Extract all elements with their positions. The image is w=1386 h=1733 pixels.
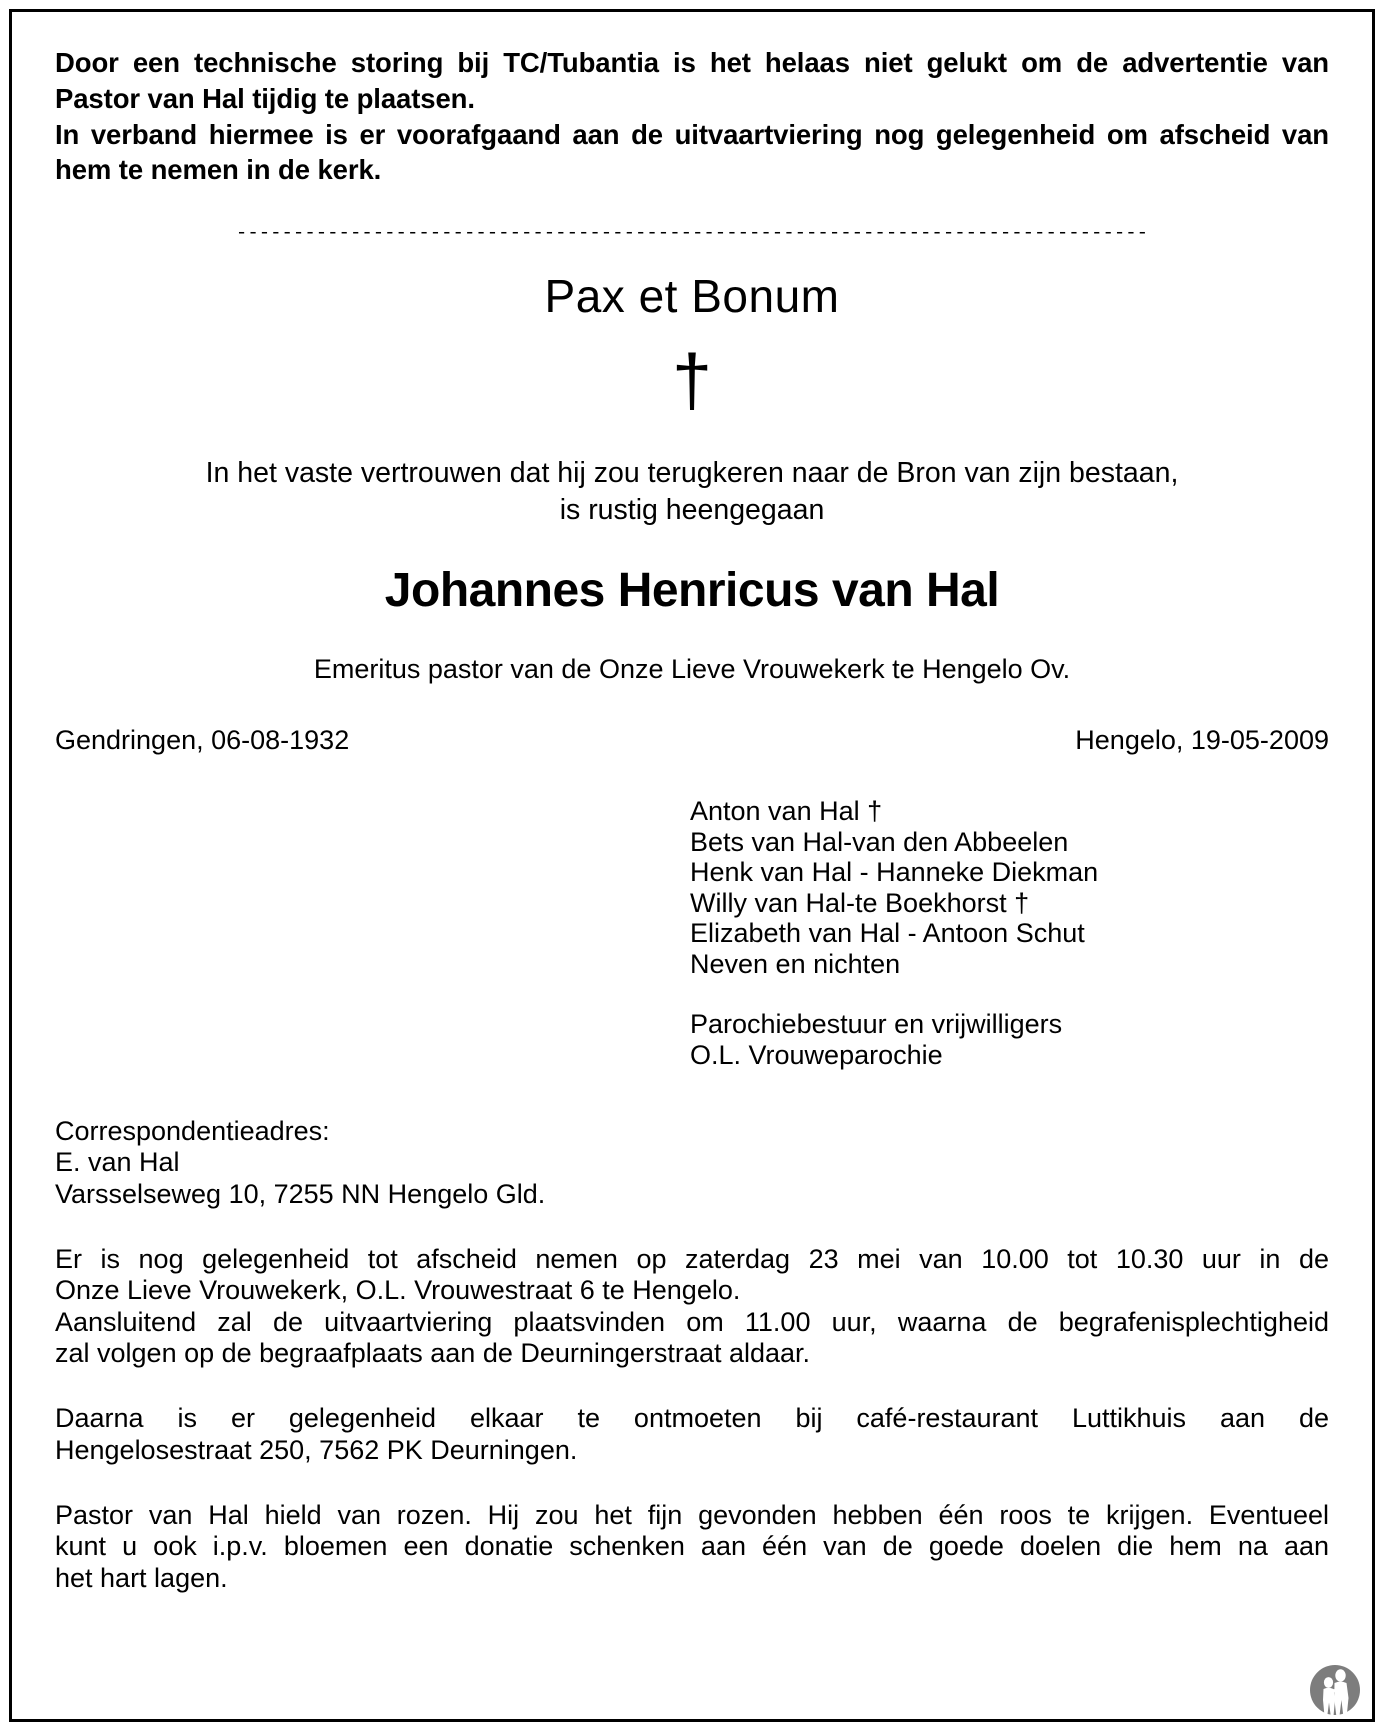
family-member: Anton van Hal †	[690, 796, 883, 827]
deceased-name: Johannes Henricus van Hal	[384, 564, 1000, 618]
correspondence-block	[55, 1070, 1329, 1210]
birth-info: Gendringen, 06-08-1932	[55, 725, 350, 756]
notice-line-4: hem te nemen in de kerk.	[55, 154, 382, 186]
service-line-4: zal volgen op de begraafplaats aan de Deurningerstraat aldaar.	[55, 1337, 811, 1368]
service-paragraph	[55, 1210, 1329, 1369]
intro-line-1: In het vaste vertrouwen dat hij zou terugkeren naar de Bron van zijn bestaan,	[205, 457, 1179, 489]
roses-line-3: het hart lagen.	[55, 1562, 228, 1593]
parish-line: O.L. Vrouweparochie	[690, 1039, 943, 1070]
parish-group	[690, 1009, 1329, 1070]
family-member: Henk van Hal - Hanneke Diekman	[690, 857, 1099, 888]
death-info: Hengelo, 19-05-2009	[1075, 725, 1329, 756]
notice-line-2: Pastor van Hal tijdig te plaatsen.	[55, 82, 475, 114]
service-line-3: Aansluitend zal de uitvaartviering plaatsvinden om 11.00 uur, waarna de begrafenisplechtigheid	[55, 1306, 1329, 1337]
family-member: Elizabeth van Hal - Antoon Schut	[690, 918, 1085, 949]
memorial-figures-icon	[1307, 1662, 1363, 1718]
family-member: Bets van Hal-van den Abbeelen	[690, 826, 1069, 857]
birth-death-row	[55, 685, 1329, 756]
cross-icon: †	[671, 341, 713, 421]
roses-line-2: kunt u ook i.p.v. bloemen een donatie schenken aan één van de goede doelen die hem na aan	[55, 1531, 1329, 1562]
technical-notice	[55, 12, 1329, 188]
dashed-rule: --------------------------------------------------------------------------------	[235, 222, 1149, 244]
gathering-line-1: Daarna is er gelegenheid elkaar te ontmoeten bij café-restaurant Luttikhuis aan de	[55, 1403, 1329, 1434]
motto: Pax et Bonum	[544, 270, 840, 322]
correspondence-name: E. van Hal	[55, 1147, 180, 1178]
memorial-card	[9, 9, 1375, 1722]
gathering-line-2: Hengelosestraat 250, 7562 PK Deurningen.	[55, 1434, 578, 1465]
parish-line: Parochiebestuur en vrijwilligers	[690, 1009, 1063, 1040]
intro-line-2: is rustig heengegaan	[559, 494, 825, 527]
roses-line-1: Pastor van Hal hield van rozen. Hij zou het fijn gevonden hebben één roos te krijgen. Eventueel	[55, 1499, 1329, 1530]
gathering-paragraph	[55, 1369, 1329, 1466]
intro-text	[55, 417, 1329, 529]
service-line-2: Onze Lieve Vrouwekerk, O.L. Vrouwestraat 6 te Hengelo.	[55, 1275, 741, 1306]
family-member: Willy van Hal-te Boekhorst †	[690, 887, 1030, 918]
service-line-1: Er is nog gelegenheid tot afscheid nemen op zaterdag 23 mei van 10.00 tot 10.30 uur in de	[55, 1244, 1329, 1275]
deceased-role: Emeritus pastor van de Onze Lieve Vrouwekerk te Hengelo Ov.	[313, 654, 1071, 685]
notice-line-3: In verband hiermee is er voorafgaand aan de uitvaartviering nog gelegenheid om afscheid van	[55, 118, 1329, 150]
roses-paragraph	[55, 1466, 1329, 1594]
family-group	[690, 796, 1329, 979]
family-member: Neven en nichten	[690, 948, 901, 979]
divider	[55, 224, 1329, 243]
card-content	[12, 12, 1372, 1719]
survivors-block	[55, 756, 1329, 1070]
correspondence-label: Correspondentieadres:	[55, 1116, 330, 1147]
correspondence-address: Varsselseweg 10, 7255 NN Hengelo Gld.	[55, 1178, 546, 1209]
notice-line-1: Door een technische storing bij TC/Tubantia is het helaas niet gelukt om de advertentie van	[55, 47, 1329, 78]
